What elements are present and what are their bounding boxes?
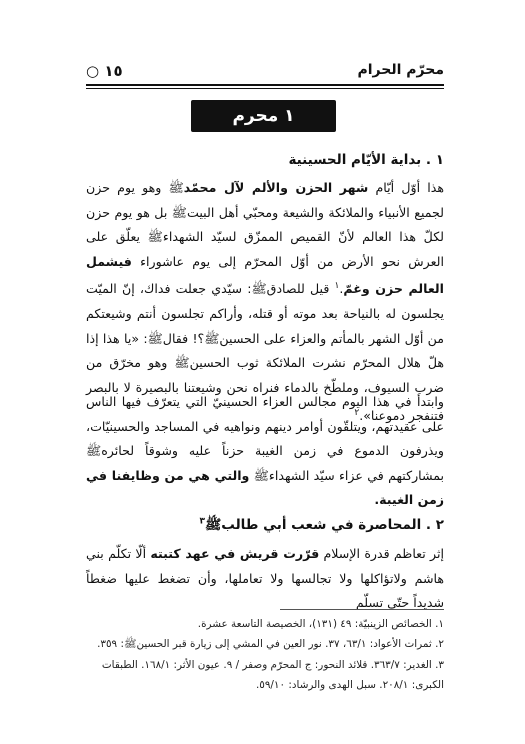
p1-text-e: . — [339, 281, 344, 297]
p1-text-a: هذا أوّل أيّام — [368, 180, 444, 195]
p1-text-f: قيل للصادقﷺ: سيّدي جعلت فداك، إنّ الميّت يجلسون له بالنياحة بعد موته أو قتله، وأراكم تجلسون أنتم وشيعتكم من أوّل الشهر بالمأتم والعزاء على الحسينﷺ؟! فقالﷺ: «يا هذا إذا هلّ هلال المحرّم نشرت الملائكة ثوب الحسينﷺ وهو مخرّق من ضرب السيوف، وملطّخ بالدماء فنراه نحن وشيعتنا بالبصيرة لا بالبصر فتنفجر دموعنا». — [86, 281, 444, 423]
running-title: محرّم الحرام — [357, 62, 444, 78]
footnote-2: ٢. ثمرات الأعواد: ٦٣/١، ٣٧. نور العين في المشي إلى زيارة قبر الحسينﷺ: ٣٥٩. — [97, 638, 444, 651]
s2-text-c: ألّا تكلّم بني هاشم ولاتؤاكلها ولا تجالسها ولا تعاملها، وأن تضغط عليها ضغطاً شديداً حتّى تسلّم — [86, 546, 444, 611]
header-rule — [86, 84, 444, 89]
section-1-title-text: ١ . بداية الأيّام الحسينية — [288, 152, 444, 168]
footnote-1: ١. الخصائص الزينبيّة: ٤٩ (١٣١)، الخصيصة التاسعة عشرة. — [197, 618, 444, 630]
p2-text-a: وابتدأ في هذا اليوم مجالس العزاء الحسينيّ التي يتعرّف فيها الناس على عقيدتهم، ويتلقّون أوامر دينهم ونواهيه في المساجد والحسينيّات، ويذرفون الدموع في زمن الغيبة حزناً عليه وشوقاً لحائرهﷺ بمشاركتهم في عزاء سيّد الشهداءﷺ — [86, 394, 445, 483]
section-2-title — [86, 516, 444, 536]
footnote-ref-1: ١ — [334, 281, 340, 292]
footnote-ref-3: ٣ — [199, 516, 205, 527]
running-header — [86, 62, 444, 84]
s2-bold-b: قرّرت قريش في عهد كتبته — [150, 546, 320, 561]
footnote-rule — [280, 609, 444, 610]
p1-text-c: ﷺ وهو يوم حزن لجميع الأنبياء والملائكة والشيعة ومحبّي أهل البيتﷺ بل هو يوم حزن لكلّ هذا العالم لأنّ القميص الممزّق لسيّد الشهداءﷺ يعلّق على العرش نحو الأرض من أوّل المحرّم إلى يوم عاشوراء — [86, 180, 444, 269]
section-1-paragraph-2 — [86, 390, 444, 513]
section-2-paragraph — [86, 542, 444, 616]
footnotes — [86, 614, 444, 696]
footnote-ref-2: ٢ — [354, 407, 360, 418]
p1-bold-d: فيشمل العالم حزن وغمّ — [86, 253, 444, 297]
s2-text-a: إثر تعاظم قدرة الإسلام — [319, 546, 444, 561]
footnote-3: ٣. الغدير: ٣٦٣/٧. قلائد النحور: ج المحرّم وصفر / ٩. عيون الأثر: ١٦٨/١. الطبقات الكبرى: ٢٠٨/١. سبل الهدى والرشاد: ٥٩/١٠. — [101, 658, 444, 692]
p2-bold-b: والتي هي من وظايفنا في زمن الغيبة. — [86, 467, 444, 508]
chapter-title: ١ محرم — [191, 100, 336, 132]
p1-bold-a: شهر الحزن والألم لآل محمّد — [183, 180, 369, 195]
section-2-title-text: ٢ . المحاصرة في شعب أبي طالبﷺ — [204, 517, 444, 533]
page-number: ١٥ ○ — [86, 62, 123, 80]
section-1-title — [86, 152, 444, 168]
